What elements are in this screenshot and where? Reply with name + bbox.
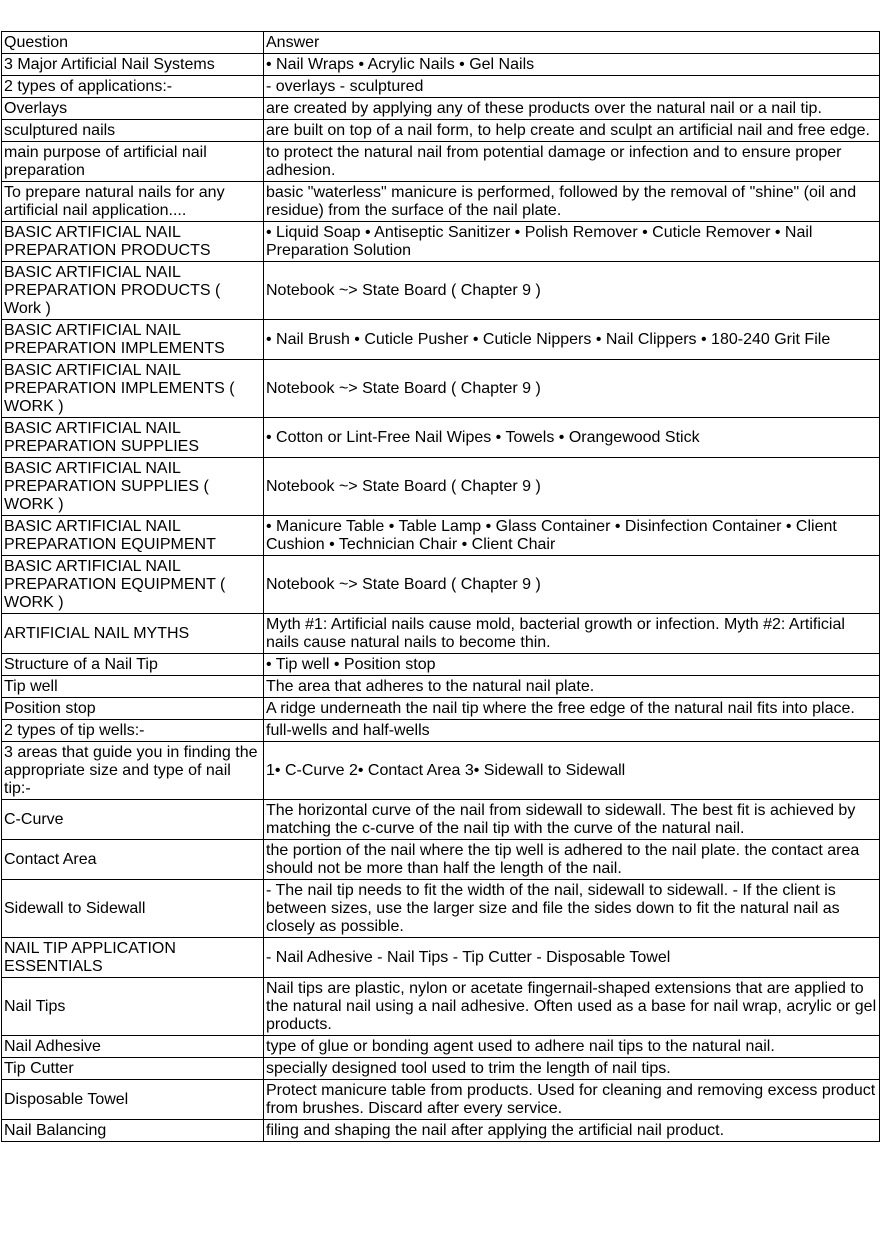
answer-cell: • Tip well • Position stop (264, 654, 880, 676)
table-row (2, 120, 880, 142)
table-row (2, 458, 880, 516)
question-cell: Sidewall to Sidewall (2, 880, 264, 938)
answer-cell: Protect manicure table from products. Used for cleaning and removing excess product from brushes. Discard after every service. (264, 1080, 880, 1120)
answer-cell: A ridge underneath the nail tip where the free edge of the natural nail fits into place. (264, 698, 880, 720)
question-cell: BASIC ARTIFICIAL NAIL PREPARATION PRODUCTS ( Work ) (2, 262, 264, 320)
table-row (2, 142, 880, 182)
table-row (2, 978, 880, 1036)
question-cell: Tip Cutter (2, 1058, 264, 1080)
question-cell: Nail Balancing (2, 1120, 264, 1142)
question-cell: NAIL TIP APPLICATION ESSENTIALS (2, 938, 264, 978)
question-cell: C-Curve (2, 800, 264, 840)
answer-cell: 1• C-Curve 2• Contact Area 3• Sidewall to Sidewall (264, 742, 880, 800)
answer-header: Answer (264, 32, 880, 54)
answer-cell: • Liquid Soap • Antiseptic Sanitizer • Polish Remover • Cuticle Remover • Nail Preparation Solution (264, 222, 880, 262)
qa-table-body (2, 32, 880, 1142)
table-row (2, 516, 880, 556)
header-row (2, 32, 880, 54)
question-cell: 3 Major Artificial Nail Systems (2, 54, 264, 76)
answer-cell: - Nail Adhesive - Nail Tips - Tip Cutter - Disposable Towel (264, 938, 880, 978)
table-row (2, 556, 880, 614)
question-cell: Disposable Towel (2, 1080, 264, 1120)
answer-cell: full-wells and half-wells (264, 720, 880, 742)
table-row (2, 76, 880, 98)
question-cell: Structure of a Nail Tip (2, 654, 264, 676)
answer-cell: to protect the natural nail from potential damage or infection and to ensure proper adhesion. (264, 142, 880, 182)
answer-cell: specially designed tool used to trim the length of nail tips. (264, 1058, 880, 1080)
table-row (2, 840, 880, 880)
answer-cell: Notebook ~> State Board ( Chapter 9 ) (264, 262, 880, 320)
question-cell: 3 areas that guide you in finding the appropriate size and type of nail tip:- (2, 742, 264, 800)
table-row (2, 880, 880, 938)
table-row (2, 654, 880, 676)
table-row (2, 1080, 880, 1120)
table-row (2, 262, 880, 320)
question-cell: To prepare natural nails for any artificial nail application.... (2, 182, 264, 222)
question-cell: BASIC ARTIFICIAL NAIL PREPARATION EQUIPMENT ( WORK ) (2, 556, 264, 614)
question-cell: 2 types of applications:- (2, 76, 264, 98)
answer-cell: Notebook ~> State Board ( Chapter 9 ) (264, 556, 880, 614)
answer-cell: • Cotton or Lint-Free Nail Wipes • Towels • Orangewood Stick (264, 418, 880, 458)
answer-cell: Notebook ~> State Board ( Chapter 9 ) (264, 360, 880, 418)
answer-cell: The horizontal curve of the nail from sidewall to sidewall. The best fit is achieved by matching the c-curve of the nail tip with the curve of the natural nail. (264, 800, 880, 840)
table-row (2, 222, 880, 262)
answer-cell: • Nail Brush • Cuticle Pusher • Cuticle Nippers • Nail Clippers • 180-240 Grit File (264, 320, 880, 360)
table-row (2, 614, 880, 654)
question-cell: Nail Tips (2, 978, 264, 1036)
table-row (2, 1120, 880, 1142)
answer-cell: type of glue or bonding agent used to adhere nail tips to the natural nail. (264, 1036, 880, 1058)
qa-table (1, 31, 880, 1142)
table-row (2, 1036, 880, 1058)
question-cell: Tip well (2, 676, 264, 698)
answer-cell: Notebook ~> State Board ( Chapter 9 ) (264, 458, 880, 516)
question-cell: BASIC ARTIFICIAL NAIL PREPARATION SUPPLIES (2, 418, 264, 458)
answer-cell: - overlays - sculptured (264, 76, 880, 98)
question-cell: 2 types of tip wells:- (2, 720, 264, 742)
question-cell: BASIC ARTIFICIAL NAIL PREPARATION IMPLEMENTS (2, 320, 264, 360)
table-row (2, 418, 880, 458)
table-row (2, 938, 880, 978)
table-row (2, 54, 880, 76)
question-cell: ARTIFICIAL NAIL MYTHS (2, 614, 264, 654)
table-row (2, 98, 880, 120)
table-row (2, 1058, 880, 1080)
answer-cell: • Nail Wraps • Acrylic Nails • Gel Nails (264, 54, 880, 76)
question-cell: sculptured nails (2, 120, 264, 142)
answer-cell: filing and shaping the nail after applying the artificial nail product. (264, 1120, 880, 1142)
question-cell: BASIC ARTIFICIAL NAIL PREPARATION EQUIPMENT (2, 516, 264, 556)
table-row (2, 320, 880, 360)
question-cell: BASIC ARTIFICIAL NAIL PREPARATION PRODUCTS (2, 222, 264, 262)
answer-cell: the portion of the nail where the tip well is adhered to the nail plate. the contact area should not be more than half the length of the nail. (264, 840, 880, 880)
table-row (2, 742, 880, 800)
question-cell: Position stop (2, 698, 264, 720)
question-cell: main purpose of artificial nail preparation (2, 142, 264, 182)
question-cell: Contact Area (2, 840, 264, 880)
question-header: Question (2, 32, 264, 54)
table-row (2, 182, 880, 222)
answer-cell: The area that adheres to the natural nail plate. (264, 676, 880, 698)
answer-cell: basic "waterless" manicure is performed, followed by the removal of "shine" (oil and residue) from the surface of the nail plate. (264, 182, 880, 222)
answer-cell: Nail tips are plastic, nylon or acetate fingernail-shaped extensions that are applied to the natural nail using a nail adhesive. Often used as a base for nail wrap, acrylic or gel products. (264, 978, 880, 1036)
answer-cell: Myth #1: Artificial nails cause mold, bacterial growth or infection. Myth #2: Artificial nails cause natural nails to become thin. (264, 614, 880, 654)
question-cell: BASIC ARTIFICIAL NAIL PREPARATION IMPLEMENTS ( WORK ) (2, 360, 264, 418)
question-cell: Nail Adhesive (2, 1036, 264, 1058)
answer-cell: are created by applying any of these products over the natural nail or a nail tip. (264, 98, 880, 120)
table-row (2, 720, 880, 742)
answer-cell: are built on top of a nail form, to help create and sculpt an artificial nail and free edge. (264, 120, 880, 142)
table-row (2, 698, 880, 720)
question-cell: Overlays (2, 98, 264, 120)
table-row (2, 360, 880, 418)
table-row (2, 676, 880, 698)
question-cell: BASIC ARTIFICIAL NAIL PREPARATION SUPPLIES ( WORK ) (2, 458, 264, 516)
answer-cell: - The nail tip needs to fit the width of the nail, sidewall to sidewall. - If the client is between sizes, use the larger size and file the sides down to fit the natural nail as closely as possible. (264, 880, 880, 938)
answer-cell: • Manicure Table • Table Lamp • Glass Container • Disinfection Container • Client Cushion • Technician Chair • Client Chair (264, 516, 880, 556)
table-row (2, 800, 880, 840)
